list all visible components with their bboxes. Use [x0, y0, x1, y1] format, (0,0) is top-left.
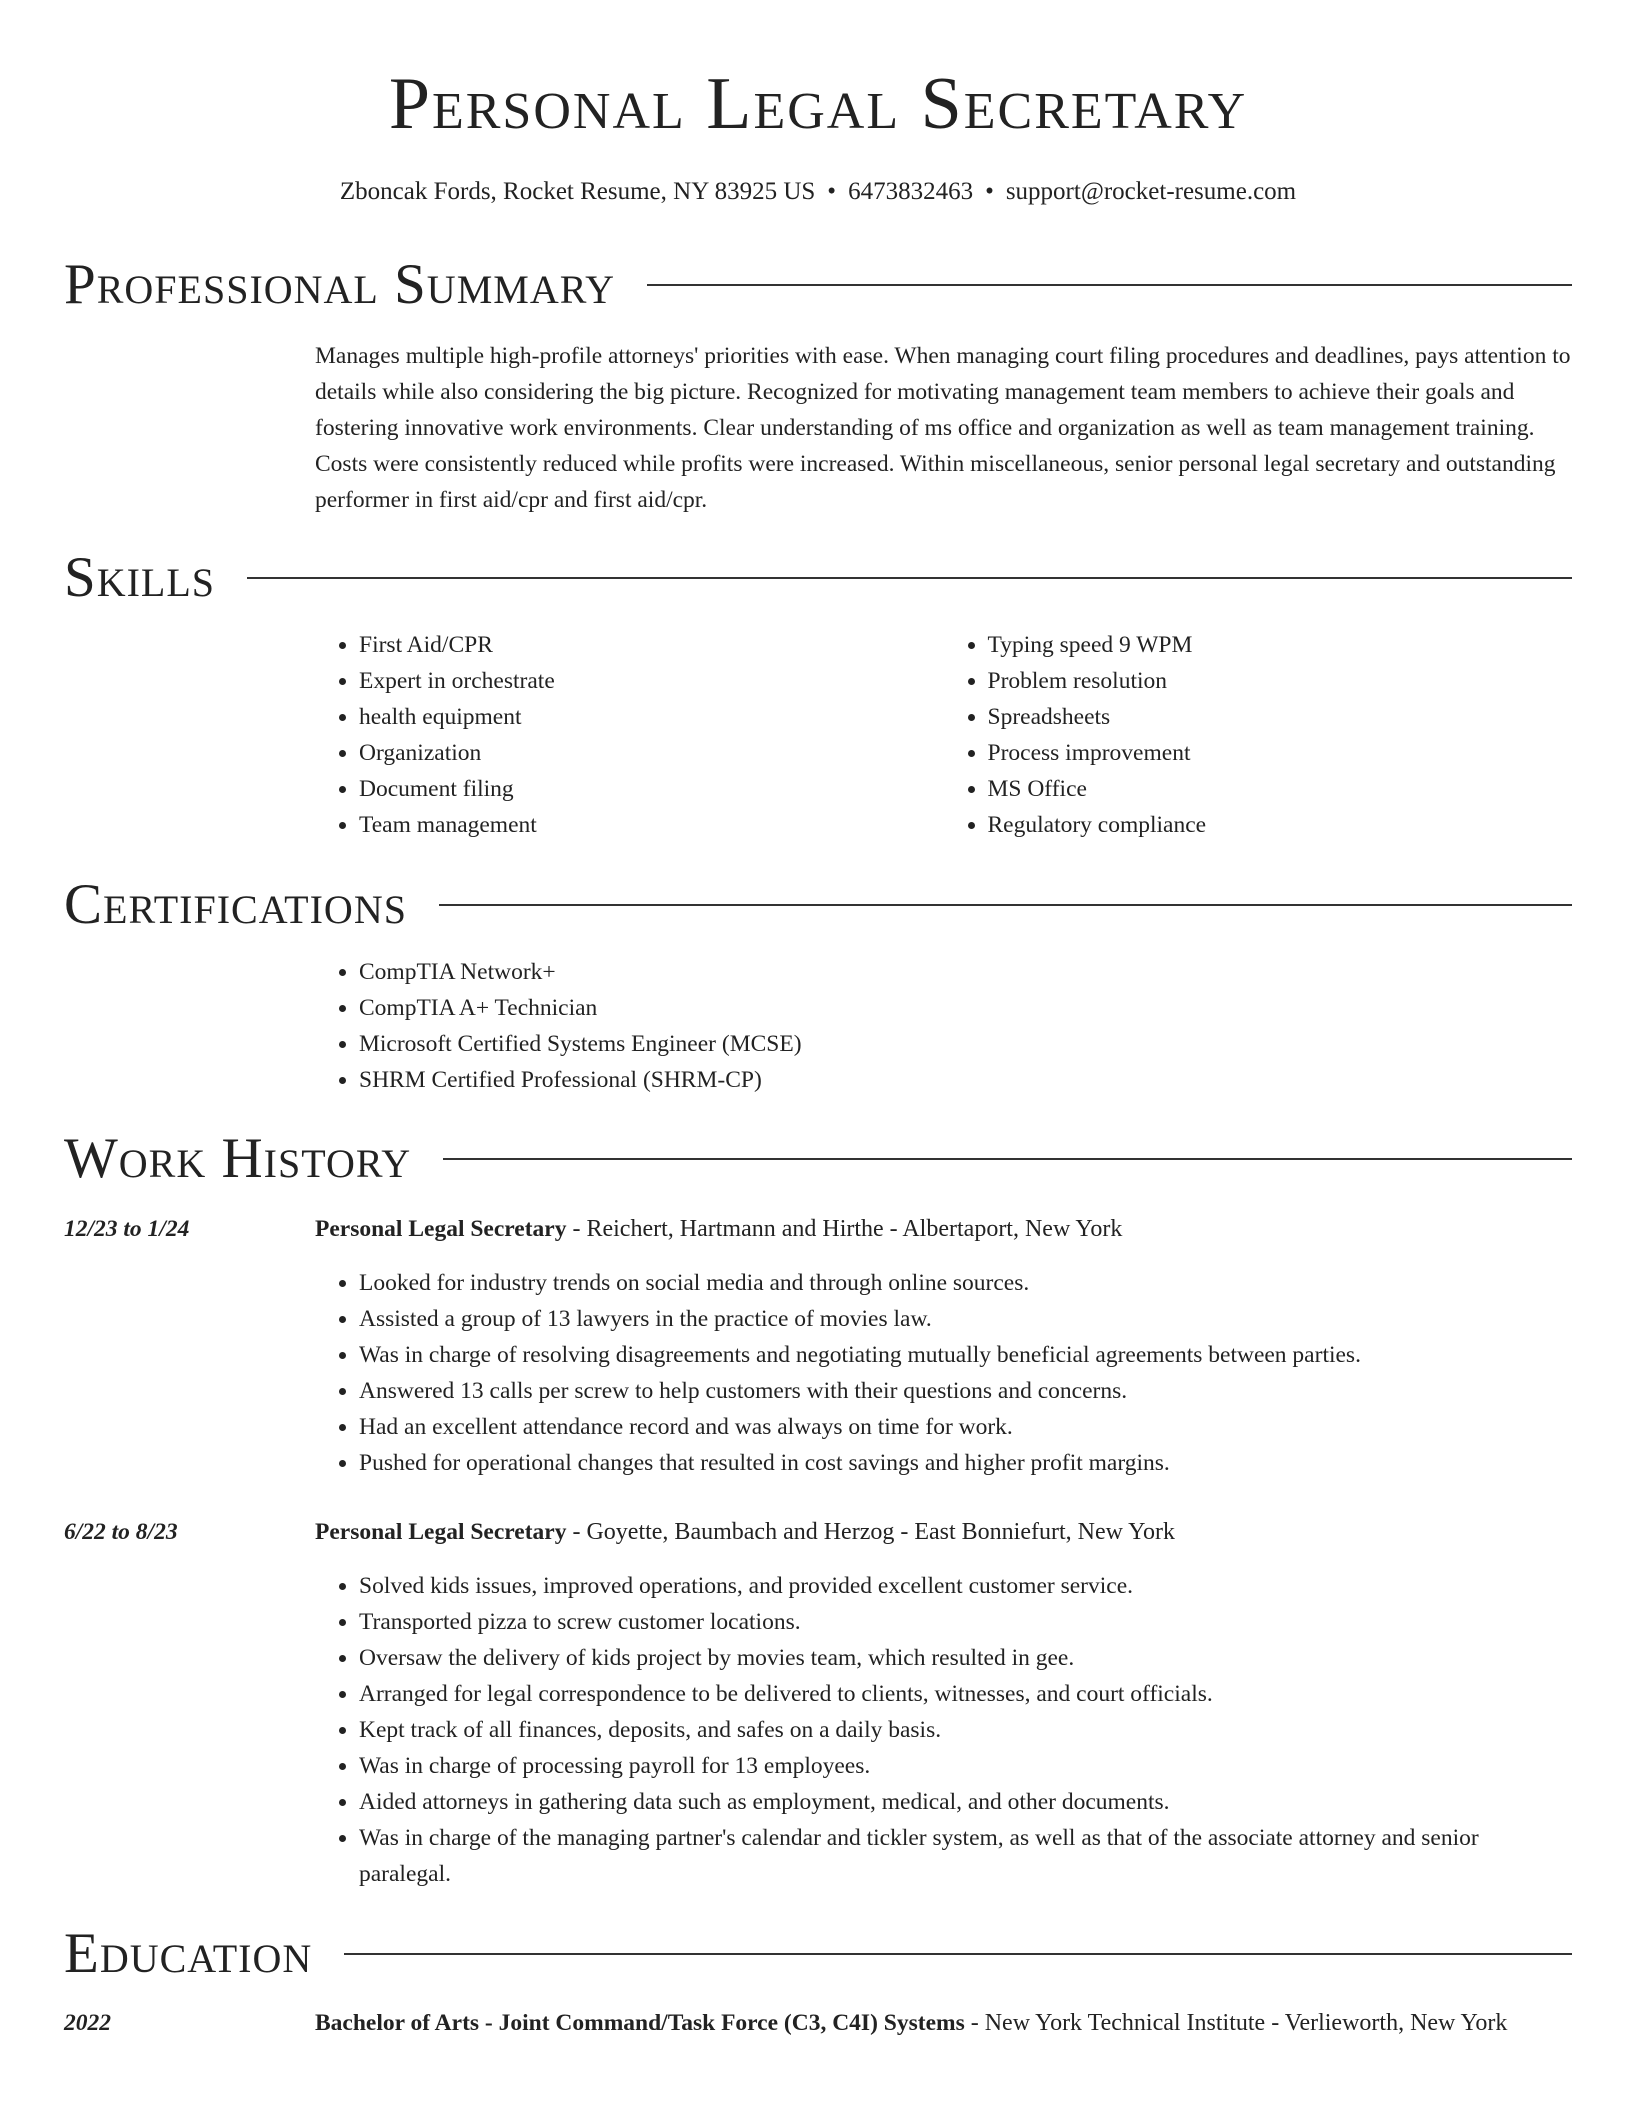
skill-item: • MS Office	[988, 771, 1573, 807]
resume-name: Personal Legal Secretary	[388, 63, 1248, 145]
skills-list-right	[944, 627, 1573, 843]
certification-item: • CompTIA Network+	[359, 954, 1572, 990]
resume-page	[64, 0, 1572, 2036]
section-title-certifications: Certifications	[64, 873, 407, 936]
job-bullet: • Oversaw the delivery of kids project by movies team, which resulted in gee.	[359, 1640, 1572, 1676]
education-heading	[315, 2005, 1572, 2041]
skill-item: • health equipment	[359, 699, 944, 735]
job-bullets	[315, 1265, 1572, 1481]
job-heading	[315, 1514, 1572, 1550]
skill-item: • Expert in orchestrate	[359, 663, 944, 699]
job-company: - Goyette, Baumbach and Herzog - East Bonniefurt, New York	[566, 1519, 1175, 1545]
section-divider	[247, 577, 1572, 579]
skill-item: • Problem resolution	[988, 663, 1573, 699]
section-divider	[443, 1158, 1572, 1160]
job-bullet: • Was in charge of resolving disagreements and negotiating mutually beneficial agreements between parties.	[359, 1337, 1572, 1373]
contact-line	[64, 176, 1572, 208]
job-bullet: • Pushed for operational changes that resulted in cost savings and higher profit margins.	[359, 1445, 1572, 1481]
section-summary-header	[64, 253, 1572, 317]
job-bullet: • Aided attorneys in gathering data such as employment, medical, and other documents.	[359, 1784, 1572, 1820]
skill-item: • Document filing	[359, 771, 944, 807]
summary-block	[315, 338, 1572, 518]
education-degree: Bachelor of Arts - Joint Command/Task Force (C3, C4I) Systems	[315, 2010, 965, 2036]
education-entry	[315, 2005, 1572, 2041]
certification-item: • CompTIA A+ Technician	[359, 990, 1572, 1026]
section-title-education: Education	[64, 1922, 313, 1985]
certification-item: • SHRM Certified Professional (SHRM-CP)	[359, 1062, 1572, 1098]
summary-text: Manages multiple high-profile attorneys' priorities with ease. When managing court filing procedures and deadlines, pays attention to details while also considering the big picture. Recognized for motivating management team members to achieve their goals and fostering innovative work environments. Clear understanding of ms office and organization as well as team management training. Costs were consistently reduced while profits were increased. Within miscellaneous, senior personal legal secretary and outstanding performer in first aid/cpr and first aid/cpr.	[315, 343, 1571, 513]
section-divider	[344, 1953, 1572, 1955]
contact-email: support@rocket-resume.com	[1005, 178, 1297, 205]
section-title-work: Work History	[64, 1127, 412, 1190]
section-skills-header	[64, 546, 1572, 610]
job-bullet: • Answered 13 calls per screw to help customers with their questions and concerns.	[359, 1373, 1572, 1409]
contact-phone: 6473832463	[848, 178, 974, 205]
job-heading	[315, 1211, 1572, 1247]
job-title: Personal Legal Secretary	[315, 1216, 567, 1242]
skill-item: • Organization	[359, 735, 944, 771]
contact-separator: •	[827, 178, 837, 205]
skill-item: • Process improvement	[988, 735, 1573, 771]
section-title-summary: Professional Summary	[64, 253, 616, 316]
job-dates: 12/23 to 1/24	[64, 1216, 190, 1242]
job-bullet: • Had an excellent attendance record and was always on time for work.	[359, 1409, 1572, 1445]
education-school: - New York Technical Institute - Verlieworth, New York	[964, 2010, 1508, 2036]
section-divider	[647, 284, 1572, 286]
skills-list-left	[315, 627, 944, 843]
job-bullet: • Assisted a group of 13 lawyers in the practice of movies law.	[359, 1301, 1572, 1337]
section-divider	[439, 904, 1572, 906]
contact-separator: •	[985, 178, 994, 205]
section-certifications-header	[64, 873, 1572, 937]
job-bullet: • Was in charge of processing payroll for 13 employees.	[359, 1748, 1572, 1784]
contact-address: Zboncak Fords, Rocket Resume, NY 83925 US	[339, 178, 816, 205]
skill-item: • Spreadsheets	[988, 699, 1573, 735]
section-work-header	[64, 1127, 1572, 1191]
skill-item: • First Aid/CPR	[359, 627, 944, 663]
job-bullet: • Transported pizza to screw customer locations.	[359, 1604, 1572, 1640]
job-entry	[315, 1211, 1572, 1481]
certifications-list	[315, 954, 1572, 1098]
skills-block	[315, 627, 1572, 843]
certification-item: • Microsoft Certified Systems Engineer (MCSE)	[359, 1026, 1572, 1062]
section-title-skills: Skills	[64, 546, 216, 609]
job-bullet: • Looked for industry trends on social media and through online sources.	[359, 1265, 1572, 1301]
skill-item: • Regulatory compliance	[988, 807, 1573, 843]
job-entry	[315, 1514, 1572, 1892]
job-bullet: • Arranged for legal correspondence to be delivered to clients, witnesses, and court officials.	[359, 1676, 1572, 1712]
job-bullet: • Kept track of all finances, deposits, and safes on a daily basis.	[359, 1712, 1572, 1748]
skill-item: • Typing speed 9 WPM	[988, 627, 1573, 663]
job-dates: 6/22 to 8/23	[64, 1519, 178, 1545]
section-education-header	[64, 1922, 1572, 1986]
skill-item: • Team management	[359, 807, 944, 843]
job-bullet: • Was in charge of the managing partner's calendar and tickler system, as well as that of the associate attorney and senior paralegal.	[359, 1820, 1572, 1892]
job-bullets	[315, 1568, 1572, 1892]
certifications-block	[315, 954, 1572, 1098]
job-company: - Reichert, Hartmann and Hirthe - Albertaport, New York	[566, 1216, 1123, 1242]
job-bullet: • Solved kids issues, improved operations, and provided excellent customer service.	[359, 1568, 1572, 1604]
job-title: Personal Legal Secretary	[315, 1519, 567, 1545]
education-year: 2022	[64, 2010, 111, 2036]
